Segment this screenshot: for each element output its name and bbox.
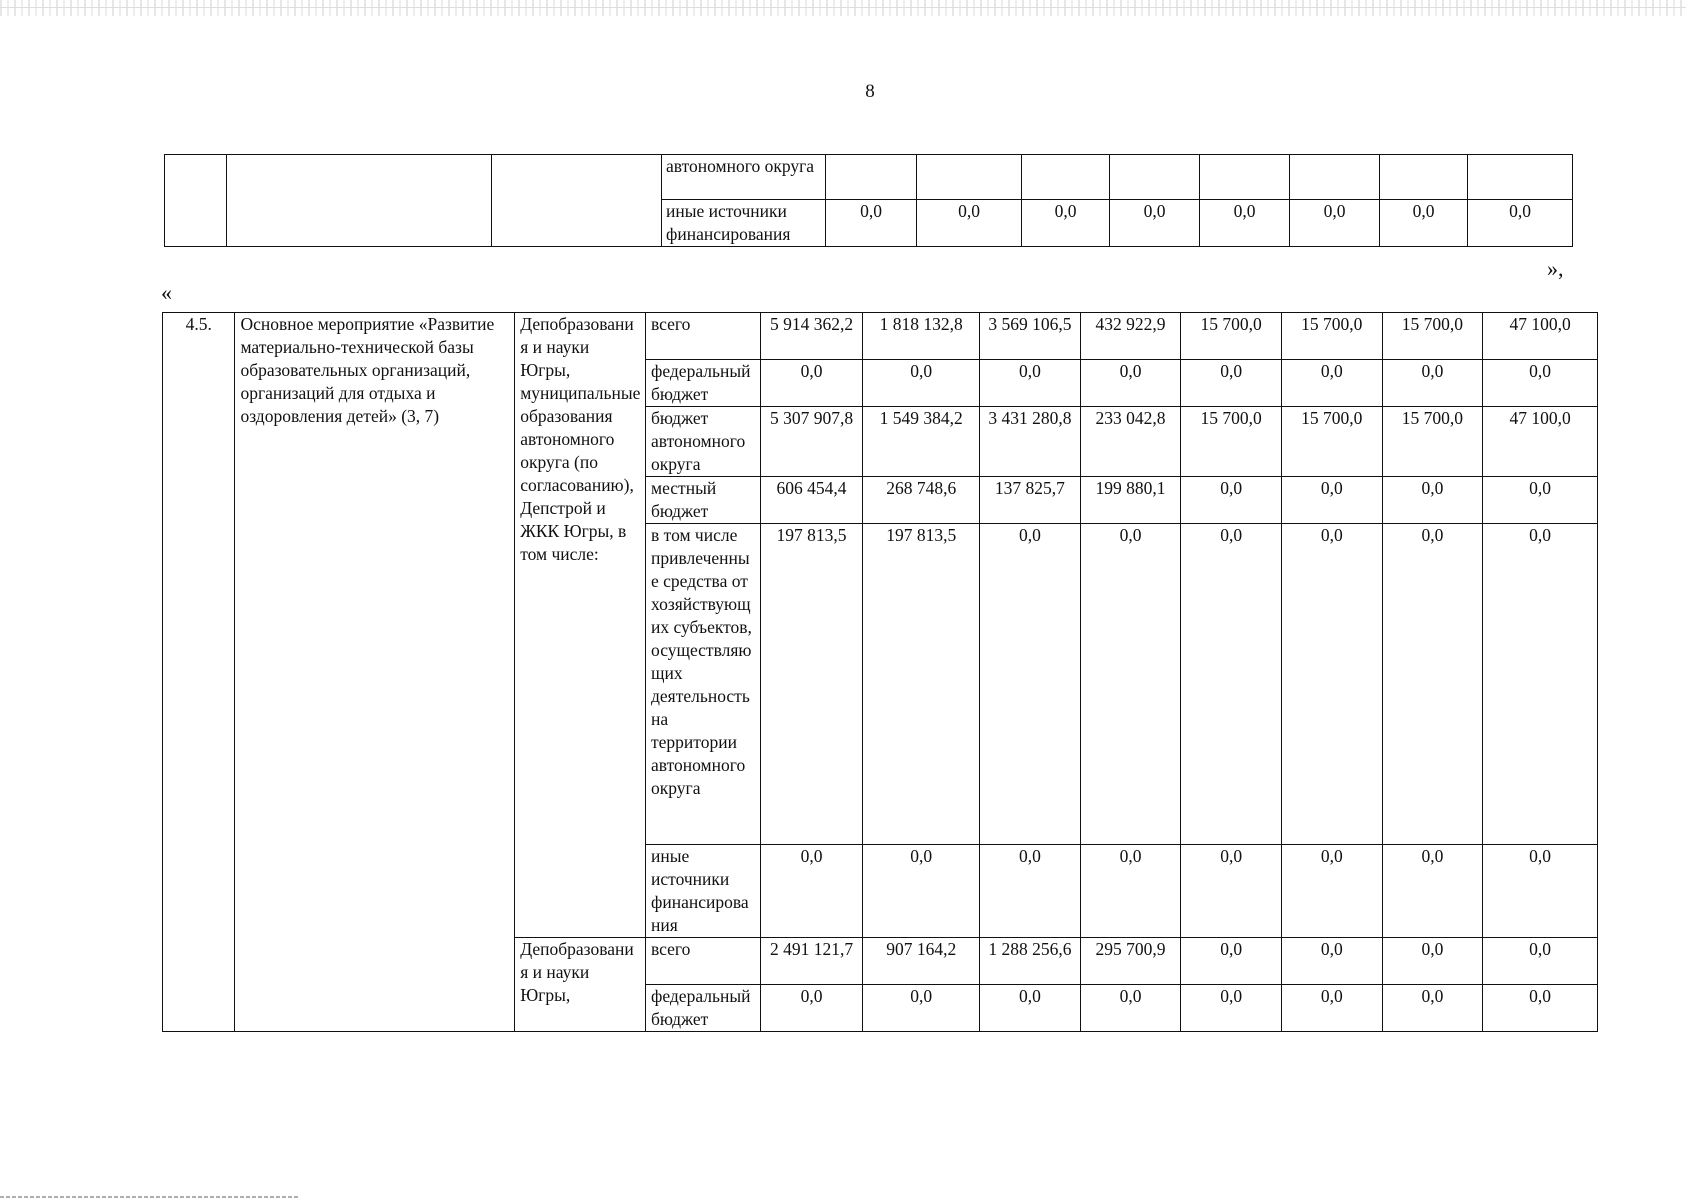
previous-table-fragment: [164, 154, 1573, 247]
value-cell: [1290, 155, 1380, 200]
scan-edge-top: [0, 0, 1686, 16]
value-cell: 1 549 384,2: [863, 407, 980, 477]
row-label: в том числе привлеченные средства от хозяйствующих субъектов, осуществляющих деятельность на территории автономного округа: [646, 524, 761, 845]
value-cell: [1468, 155, 1573, 200]
value-cell: 0,0: [1483, 524, 1598, 845]
value-cell: 0,0: [1382, 524, 1483, 845]
value-cell: 137 825,7: [980, 477, 1081, 524]
item-number: 4.5.: [163, 313, 235, 1032]
row-label: иные источники финансирования: [646, 845, 761, 938]
value-cell: 432 922,9: [1080, 313, 1181, 360]
value-cell: 0,0: [1200, 200, 1290, 247]
table-row: [165, 155, 1573, 200]
value-cell: 0,0: [1080, 985, 1181, 1032]
value-cell: [1380, 155, 1468, 200]
opening-quote: «: [161, 280, 172, 305]
value-cell: 15 700,0: [1281, 407, 1382, 477]
value-cell: 0,0: [1281, 938, 1382, 985]
row-label: всего: [646, 938, 761, 985]
value-cell: 5 914 362,2: [760, 313, 863, 360]
value-cell: 0,0: [1468, 200, 1573, 247]
event-name: Основное мероприятие «Развитие материально-технической базы образовательных организаций, организаций для отдыха и оздоровления детей» (3, 7): [235, 313, 515, 1032]
value-cell: 15 700,0: [1382, 313, 1483, 360]
value-cell: 0,0: [1281, 477, 1382, 524]
value-cell: 0,0: [760, 985, 863, 1032]
value-cell: 197 813,5: [863, 524, 980, 845]
value-cell: 15 700,0: [1281, 313, 1382, 360]
value-cell: 0,0: [760, 360, 863, 407]
value-cell: 2 491 121,7: [760, 938, 863, 985]
value-cell: 0,0: [917, 200, 1022, 247]
value-cell: 0,0: [1382, 477, 1483, 524]
value-cell: 0,0: [863, 360, 980, 407]
value-cell: 15 700,0: [1181, 313, 1282, 360]
value-cell: 0,0: [980, 524, 1081, 845]
value-cell: 0,0: [1080, 360, 1181, 407]
value-cell: [826, 155, 917, 200]
value-cell: 3 431 280,8: [980, 407, 1081, 477]
value-cell: 3 569 106,5: [980, 313, 1081, 360]
value-cell: 0,0: [980, 985, 1081, 1032]
value-cell: 0,0: [863, 845, 980, 938]
value-cell: 0,0: [980, 360, 1081, 407]
value-cell: 15 700,0: [1382, 407, 1483, 477]
value-cell: 907 164,2: [863, 938, 980, 985]
row-label: бюджет автономного округа: [646, 407, 761, 477]
value-cell: 15 700,0: [1181, 407, 1282, 477]
value-cell: 197 813,5: [760, 524, 863, 845]
value-cell: [1200, 155, 1290, 200]
closing-quote: »,: [1547, 256, 1564, 281]
value-cell: 268 748,6: [863, 477, 980, 524]
cell-empty: [165, 155, 227, 247]
row-label: федеральный бюджет: [646, 360, 761, 407]
value-cell: 0,0: [1181, 524, 1282, 845]
value-cell: [917, 155, 1022, 200]
value-cell: 0,0: [1483, 477, 1598, 524]
row-label: автономного округа: [662, 155, 826, 200]
value-cell: 0,0: [1382, 985, 1483, 1032]
value-cell: 47 100,0: [1483, 313, 1598, 360]
value-cell: 0,0: [1483, 845, 1598, 938]
value-cell: 0,0: [1181, 477, 1282, 524]
cell-empty: [492, 155, 662, 247]
value-cell: 0,0: [1281, 524, 1382, 845]
value-cell: 0,0: [1181, 845, 1282, 938]
value-cell: 0,0: [826, 200, 917, 247]
table-row: [163, 313, 1598, 360]
value-cell: 1 818 132,8: [863, 313, 980, 360]
value-cell: 0,0: [1382, 845, 1483, 938]
value-cell: 0,0: [863, 985, 980, 1032]
value-cell: 0,0: [1110, 200, 1200, 247]
value-cell: [1110, 155, 1200, 200]
cell-empty: [227, 155, 492, 247]
executor-cell: Депобразования и науки Югры, муниципальные образования автономного округа (по согласованию), Депстрой и ЖКК Югры, в том числе:: [515, 313, 646, 938]
funding-table: [162, 312, 1598, 1032]
value-cell: 0,0: [1080, 845, 1181, 938]
value-cell: 0,0: [1483, 360, 1598, 407]
row-label: всего: [646, 313, 761, 360]
value-cell: 47 100,0: [1483, 407, 1598, 477]
value-cell: 0,0: [1181, 938, 1282, 985]
value-cell: 0,0: [1380, 200, 1468, 247]
value-cell: 0,0: [1483, 985, 1598, 1032]
value-cell: 5 307 907,8: [760, 407, 863, 477]
value-cell: 0,0: [980, 845, 1081, 938]
value-cell: 0,0: [1281, 985, 1382, 1032]
value-cell: [1022, 155, 1110, 200]
value-cell: 0,0: [1022, 200, 1110, 247]
row-label: иные источники финансирования: [662, 200, 826, 247]
executor-cell: Депобразования и науки Югры,: [515, 938, 646, 1032]
value-cell: 0,0: [760, 845, 863, 938]
scan-edge-bottom: [0, 1196, 300, 1198]
value-cell: 233 042,8: [1080, 407, 1181, 477]
value-cell: 0,0: [1281, 845, 1382, 938]
value-cell: 0,0: [1290, 200, 1380, 247]
value-cell: 295 700,9: [1080, 938, 1181, 985]
value-cell: 0,0: [1382, 938, 1483, 985]
value-cell: 1 288 256,6: [980, 938, 1081, 985]
page-number: 8: [865, 81, 875, 102]
value-cell: 0,0: [1080, 524, 1181, 845]
value-cell: 199 880,1: [1080, 477, 1181, 524]
value-cell: 0,0: [1483, 938, 1598, 985]
value-cell: 0,0: [1181, 985, 1282, 1032]
value-cell: 0,0: [1281, 360, 1382, 407]
value-cell: 606 454,4: [760, 477, 863, 524]
value-cell: 0,0: [1181, 360, 1282, 407]
value-cell: 0,0: [1382, 360, 1483, 407]
row-label: федеральный бюджет: [646, 985, 761, 1032]
row-label: местный бюджет: [646, 477, 761, 524]
